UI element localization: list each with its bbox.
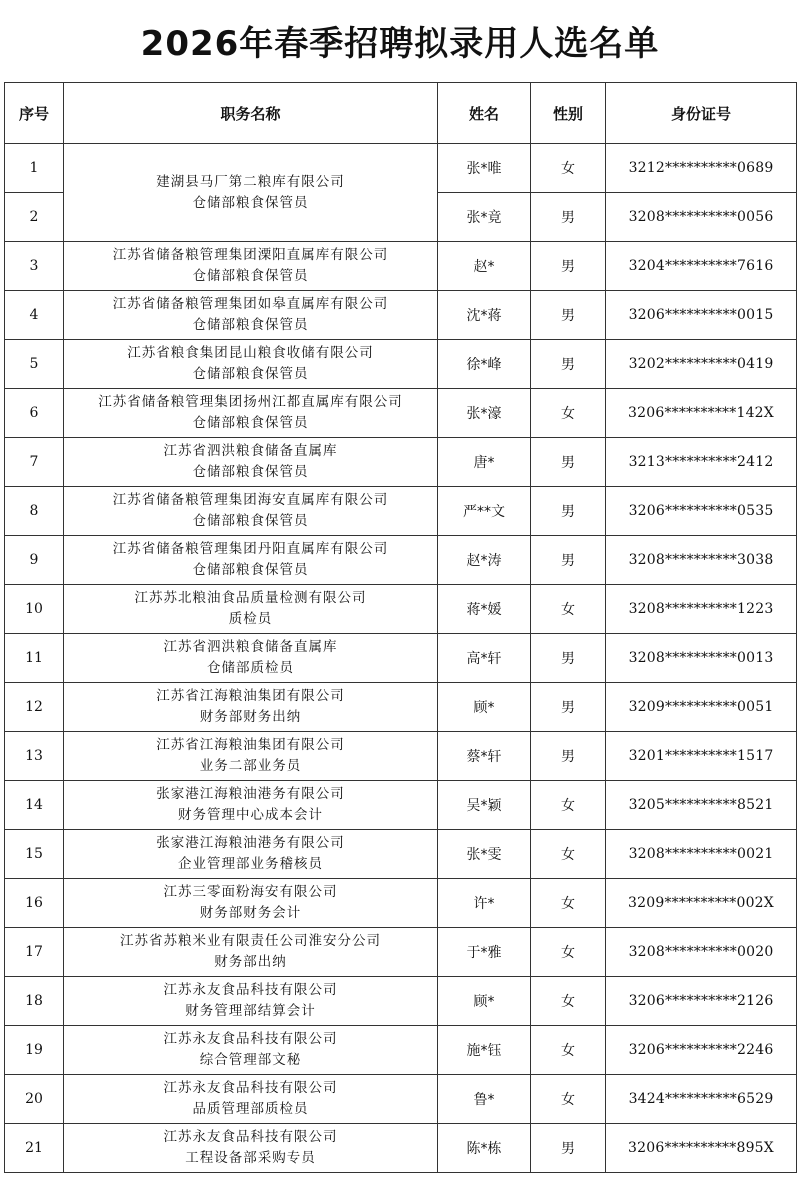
position-unit: 江苏永友食品科技有限公司 [163,1031,338,1047]
row-sex: 女 [531,585,606,634]
position-role: 财务管理中心成本会计 [178,807,323,823]
row-position [64,683,438,732]
row-name: 顾* [438,977,531,1026]
row-name: 张*雯 [438,830,531,879]
position-unit: 江苏省江海粮油集团有限公司 [156,688,345,704]
row-position [64,1026,438,1075]
position-unit: 江苏省江海粮油集团有限公司 [156,737,345,753]
row-sex: 男 [531,340,606,389]
position-role: 财务部财务会计 [199,905,302,921]
row-sex: 女 [531,1075,606,1124]
row-seq: 19 [5,1026,64,1075]
position-role: 财务部财务出纳 [199,709,302,725]
header-seq: 序号 [5,83,64,144]
row-sex: 男 [531,1124,606,1173]
row-id-number: 3204**********7616 [606,242,797,291]
position-unit: 张家港江海粮油港务有限公司 [156,835,345,851]
header-sex: 性别 [531,83,606,144]
row-position [64,340,438,389]
table-row [5,879,797,928]
position-unit: 江苏永友食品科技有限公司 [163,982,338,998]
row-name: 赵*涛 [438,536,531,585]
row-position [64,291,438,340]
row-id-number: 3208**********0021 [606,830,797,879]
position-unit: 江苏省储备粮管理集团如皋直属库有限公司 [112,296,389,312]
position-unit: 江苏省储备粮管理集团溧阳直属库有限公司 [112,247,389,263]
row-sex: 女 [531,144,606,193]
position-role: 综合管理部文秘 [199,1052,302,1068]
table-header-row [5,83,797,144]
row-seq: 17 [5,928,64,977]
row-seq: 1 [5,144,64,193]
table-row [5,536,797,585]
position-role: 质检员 [228,611,273,627]
row-seq: 20 [5,1075,64,1124]
row-sex: 男 [531,683,606,732]
position-role: 仓储部质检员 [207,660,294,676]
position-role: 仓储部粮食保管员 [192,194,309,211]
row-seq: 5 [5,340,64,389]
row-position [64,536,438,585]
position-role: 仓储部粮食保管员 [192,464,309,480]
row-sex: 男 [531,634,606,683]
table-row [5,340,797,389]
table-body [5,144,797,1173]
row-id-number: 3201**********1517 [606,732,797,781]
row-id-number: 3205**********8521 [606,781,797,830]
header-position: 职务名称 [64,83,438,144]
page-title: 2026年春季招聘拟录用人选名单 [140,24,660,64]
row-id-number: 3206**********0535 [606,487,797,536]
row-position [64,487,438,536]
position-unit: 江苏永友食品科技有限公司 [163,1129,338,1145]
row-seq: 21 [5,1124,64,1173]
position-unit: 江苏永友食品科技有限公司 [163,1080,338,1096]
row-seq: 15 [5,830,64,879]
position-unit: 江苏三零面粉海安有限公司 [163,884,338,900]
row-sex: 男 [531,438,606,487]
row-id-number: 3212**********0689 [606,144,797,193]
row-seq: 16 [5,879,64,928]
position-unit: 江苏省苏粮米业有限责任公司淮安分公司 [120,933,381,949]
table-row [5,977,797,1026]
row-id-number: 3202**********0419 [606,340,797,389]
row-position [64,1124,438,1173]
candidate-table [4,82,797,1173]
row-seq: 7 [5,438,64,487]
row-name: 严**文 [438,487,531,536]
row-position [64,928,438,977]
position-unit: 江苏苏北粮油食品质量检测有限公司 [134,590,367,606]
header-id: 身份证号 [606,83,797,144]
position-role: 财务管理部结算会计 [185,1003,316,1019]
row-name: 顾* [438,683,531,732]
row-seq: 9 [5,536,64,585]
row-id-number: 3209**********0051 [606,683,797,732]
table-row [5,389,797,438]
table-row [5,487,797,536]
row-sex: 女 [531,1026,606,1075]
position-unit: 张家港江海粮油港务有限公司 [156,786,345,802]
row-name: 蔡*轩 [438,732,531,781]
table-row [5,732,797,781]
row-seq: 13 [5,732,64,781]
row-id-number: 3424**********6529 [606,1075,797,1124]
row-position [64,879,438,928]
row-sex: 女 [531,830,606,879]
position-unit: 建湖县马厂第二粮库有限公司 [156,173,345,190]
row-name: 鲁* [438,1075,531,1124]
table-row [5,291,797,340]
row-name: 蒋*媛 [438,585,531,634]
row-name: 施*钰 [438,1026,531,1075]
position-role: 财务部出纳 [214,954,287,970]
row-id-number: 3208**********1223 [606,585,797,634]
row-name: 唐* [438,438,531,487]
row-sex: 女 [531,781,606,830]
row-position [64,438,438,487]
row-sex: 女 [531,389,606,438]
position-role: 仓储部粮食保管员 [192,317,309,333]
position-unit: 江苏省储备粮管理集团丹阳直属库有限公司 [112,541,389,557]
row-seq: 4 [5,291,64,340]
table-row [5,1026,797,1075]
row-id-number: 3213**********2412 [606,438,797,487]
row-id-number: 3206**********895X [606,1124,797,1173]
position-unit: 江苏省粮食集团昆山粮食收储有限公司 [127,345,374,361]
position-unit: 江苏省泗洪粮食储备直属库 [163,639,338,655]
row-id-number: 3206**********2246 [606,1026,797,1075]
row-id-number: 3208**********0056 [606,193,797,242]
row-name: 吴*颖 [438,781,531,830]
row-position [64,634,438,683]
row-position [64,242,438,291]
row-seq: 6 [5,389,64,438]
row-seq: 14 [5,781,64,830]
table-row [5,1075,797,1124]
header-name: 姓名 [438,83,531,144]
row-seq: 8 [5,487,64,536]
position-unit: 江苏省泗洪粮食储备直属库 [163,443,338,459]
row-name: 赵* [438,242,531,291]
row-seq: 18 [5,977,64,1026]
position-role: 仓储部粮食保管员 [192,415,309,431]
row-seq: 2 [5,193,64,242]
row-seq: 12 [5,683,64,732]
table-row [5,634,797,683]
position-role: 工程设备部采购专员 [185,1150,316,1166]
row-id-number: 3208**********0020 [606,928,797,977]
table-row [5,1124,797,1173]
position-role: 仓储部粮食保管员 [192,562,309,578]
row-seq: 11 [5,634,64,683]
row-sex: 女 [531,977,606,1026]
position-unit: 江苏省储备粮管理集团扬州江都直属库有限公司 [98,394,403,410]
table-row [5,683,797,732]
table-row [5,242,797,291]
row-name: 许* [438,879,531,928]
row-position [64,585,438,634]
row-sex: 男 [531,193,606,242]
table-row [5,585,797,634]
row-id-number: 3209**********002X [606,879,797,928]
row-position [64,732,438,781]
row-name: 陈*栋 [438,1124,531,1173]
row-id-number: 3206**********142X [606,389,797,438]
row-id-number: 3206**********0015 [606,291,797,340]
table-row [5,830,797,879]
row-name: 于*雅 [438,928,531,977]
row-name: 张*竟 [438,193,531,242]
position-role: 品质管理部质检员 [192,1101,309,1117]
row-position [64,144,438,242]
position-unit: 江苏省储备粮管理集团海安直属库有限公司 [112,492,389,508]
position-role: 业务二部业务员 [199,758,302,774]
row-id-number: 3208**********3038 [606,536,797,585]
table-row [5,781,797,830]
row-seq: 3 [5,242,64,291]
row-sex: 女 [531,879,606,928]
row-id-number: 3206**********2126 [606,977,797,1026]
position-role: 仓储部粮食保管员 [192,366,309,382]
row-seq: 10 [5,585,64,634]
row-name: 沈*蒋 [438,291,531,340]
row-position [64,977,438,1026]
row-name: 徐*峰 [438,340,531,389]
position-role: 企业管理部业务稽核员 [178,856,323,872]
row-name: 高*轩 [438,634,531,683]
row-sex: 男 [531,487,606,536]
row-position [64,830,438,879]
row-sex: 男 [531,291,606,340]
row-position [64,1075,438,1124]
position-role: 仓储部粮食保管员 [192,268,309,284]
row-id-number: 3208**********0013 [606,634,797,683]
table-row [5,144,797,193]
row-sex: 男 [531,536,606,585]
table-row [5,928,797,977]
row-sex: 男 [531,242,606,291]
row-name: 张*濠 [438,389,531,438]
row-position [64,389,438,438]
row-sex: 男 [531,732,606,781]
row-sex: 女 [531,928,606,977]
table-row [5,438,797,487]
row-position [64,781,438,830]
position-role: 仓储部粮食保管员 [192,513,309,529]
row-name: 张*唯 [438,144,531,193]
